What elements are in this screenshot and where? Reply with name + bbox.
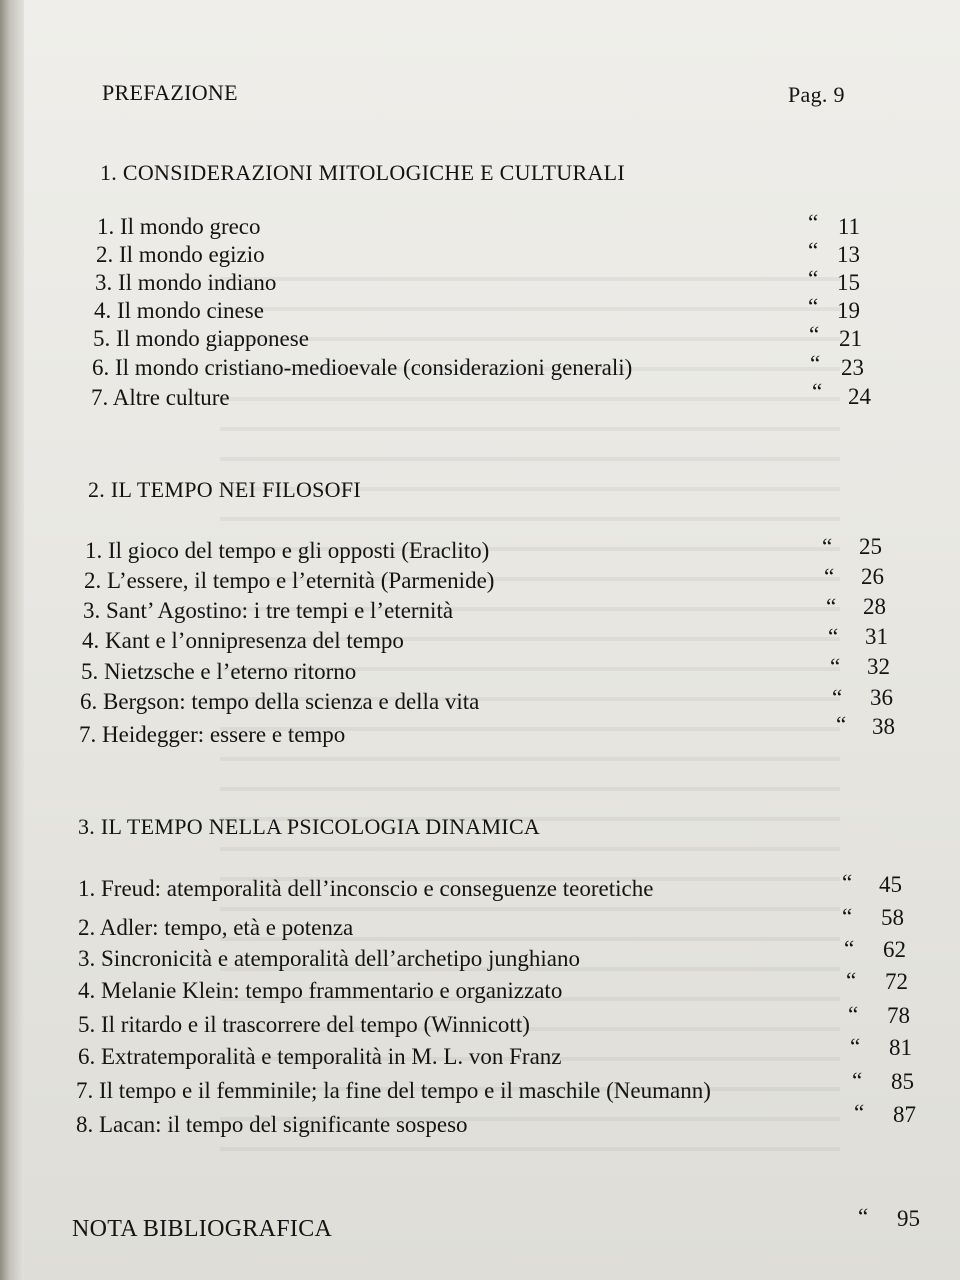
toc-entry: 7. Heidegger: essere e tempo [79, 722, 346, 747]
ditto-mark: “ [812, 379, 823, 404]
ditto-mark: “ [832, 685, 843, 710]
ditto-mark: “ [809, 322, 820, 347]
toc-page-number: 24 [848, 384, 871, 409]
toc-page-number: 36 [870, 685, 893, 710]
toc-entry: 8. Lacan: il tempo del significante sospeso [76, 1112, 468, 1137]
section-2-heading: 2. IL TEMPO NEI FILOSOFI [88, 477, 362, 502]
toc-page-number: 38 [872, 714, 895, 739]
toc-page-number: 15 [837, 270, 860, 295]
ditto-mark: “ [808, 266, 819, 291]
ditto-mark: “ [846, 968, 857, 993]
toc-entry: 6. Il mondo cristiano-medioevale (considerazioni generali) [92, 355, 633, 380]
toc-page-number: 26 [861, 564, 884, 589]
bibliography-page: 95 [897, 1206, 920, 1231]
toc-page-number: 85 [891, 1069, 914, 1094]
toc-page-number: 87 [893, 1102, 916, 1127]
ditto-mark: “ [858, 1204, 869, 1229]
toc-entry: 2. L’essere, il tempo e l’eternità (Parmenide) [84, 568, 495, 593]
ditto-mark: “ [808, 210, 819, 235]
ditto-mark: “ [826, 594, 837, 619]
toc-page-number: 72 [885, 969, 908, 994]
toc-entry: 3. Sant’ Agostino: i tre tempi e l’eternità [83, 598, 454, 623]
toc-entry: 5. Nietzsche e l’eterno ritorno [81, 659, 357, 684]
ditto-mark: “ [852, 1068, 863, 1093]
toc-page-number: 32 [867, 654, 890, 679]
toc-page-number: 21 [839, 326, 862, 351]
toc-entry: 2. Adler: tempo, età e potenza [78, 915, 354, 940]
ditto-mark: “ [808, 294, 819, 319]
toc-entry: 1. Il mondo greco [97, 214, 261, 239]
toc-entry: 2. Il mondo egizio [96, 242, 265, 267]
toc-page-number: 25 [859, 534, 882, 559]
toc-page-number: 58 [881, 905, 904, 930]
toc-page-number: 11 [837, 214, 860, 239]
toc-entry: 3. Sincronicità e atemporalità dell’archetipo junghiano [78, 946, 580, 971]
section-3-heading: 3. IL TEMPO NELLA PSICOLOGIA DINAMICA [78, 814, 541, 839]
toc-page-number: 28 [863, 594, 886, 619]
ditto-mark: “ [828, 624, 839, 649]
toc-entry: 7. Altre culture [91, 385, 230, 410]
ditto-mark: “ [842, 904, 853, 929]
ditto-mark: “ [824, 564, 835, 589]
page-gutter [0, 0, 24, 1280]
preface-page: Pag. 9 [788, 82, 845, 107]
toc-entry: 7. Il tempo e il femminile; la fine del tempo e il maschile (Neumann) [76, 1078, 711, 1103]
ditto-mark: “ [848, 1002, 859, 1027]
toc-entry: 4. Kant e l’onnipresenza del tempo [82, 628, 404, 653]
toc-page-number: 81 [889, 1035, 912, 1060]
toc-page-number: 23 [841, 355, 864, 380]
toc-page-number: 45 [879, 872, 902, 897]
toc-entry: 4. Melanie Klein: tempo frammentario e organizzato [78, 978, 563, 1003]
ditto-mark: “ [810, 351, 821, 376]
ditto-mark: “ [844, 936, 855, 961]
ditto-mark: “ [842, 870, 853, 895]
preface-title: PREFAZIONE [102, 80, 238, 105]
toc-page-number: 13 [837, 242, 860, 267]
toc-entry: 5. Il mondo giapponese [93, 326, 309, 351]
toc-entry: 6. Extratemporalità e temporalità in M. L. von Franz [78, 1044, 562, 1069]
toc-page-number: 19 [837, 298, 860, 323]
bibliography-title: NOTA BIBLIOGRAFICA [72, 1216, 333, 1242]
ditto-mark: “ [822, 534, 833, 559]
toc-page-number: 78 [887, 1003, 910, 1028]
ditto-mark: “ [808, 238, 819, 263]
toc-entry: 3. Il mondo indiano [95, 270, 277, 295]
ditto-mark: “ [850, 1034, 861, 1059]
ditto-mark: “ [836, 712, 847, 737]
toc-entry: 4. Il mondo cinese [94, 298, 264, 323]
ditto-mark: “ [830, 654, 841, 679]
toc-entry: 1. Freud: atemporalità dell’inconscio e conseguenze teoretiche [78, 876, 654, 901]
toc-entry: 6. Bergson: tempo della scienza e della vita [80, 689, 480, 714]
ditto-mark: “ [854, 1100, 865, 1125]
toc-page-number: 31 [865, 624, 888, 649]
section-1-heading: 1. CONSIDERAZIONI MITOLOGICHE E CULTURALI [100, 160, 625, 185]
toc-entry: 5. Il ritardo e il trascorrere del tempo (Winnicott) [78, 1012, 530, 1037]
toc-page-number: 62 [883, 937, 906, 962]
toc-entry: 1. Il gioco del tempo e gli opposti (Eraclito) [85, 538, 490, 563]
